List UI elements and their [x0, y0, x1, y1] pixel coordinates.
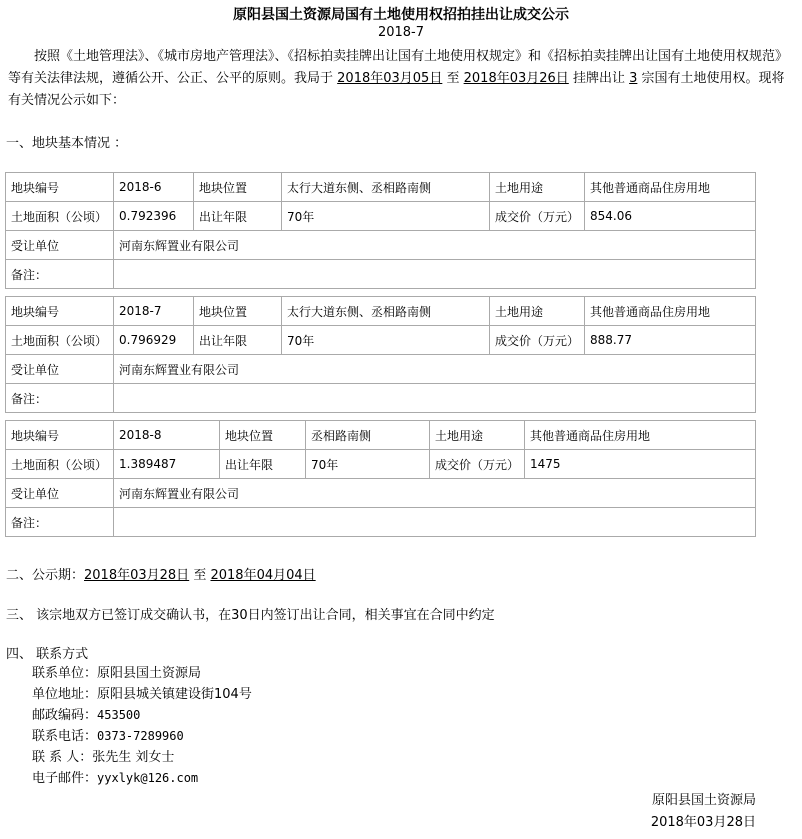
parcel-usage: 其他普通商品住房用地 — [585, 297, 756, 326]
label-area: 土地面积（公顷） — [6, 326, 114, 355]
intro-text-2: 挂牌出让 — [572, 71, 625, 86]
contact-address: 单位地址：原阳县城关镇建设街104号 — [32, 687, 252, 702]
table-row — [6, 326, 756, 355]
parcel-count: 3 — [629, 71, 638, 86]
email-address: yyxlyk@126.com — [97, 771, 199, 785]
publicity-end-date: 2018年04月04日 — [210, 568, 316, 583]
table-row — [6, 508, 756, 537]
parcel-grantee: 河南东辉置业有限公司 — [114, 479, 756, 508]
section-1-heading: 一、地块基本情况 ： — [6, 136, 128, 151]
label-term: 出让年限 — [194, 326, 282, 355]
table-row — [6, 202, 756, 231]
parcel-area: 0.792396 — [114, 202, 194, 231]
label-area: 土地面积（公顷） — [6, 450, 114, 479]
parcel-location: 丞相路南侧 — [306, 421, 430, 450]
parcel-area: 0.796929 — [114, 326, 194, 355]
label-usage: 土地用途 — [490, 297, 585, 326]
label-usage: 土地用途 — [490, 173, 585, 202]
label-grantee: 受让单位 — [6, 231, 114, 260]
label-location: 地块位置 — [194, 297, 282, 326]
parcel-usage: 其他普通商品住房用地 — [525, 421, 756, 450]
parcel-location: 太行大道东侧、丞相路南侧 — [282, 173, 490, 202]
label-location: 地块位置 — [194, 173, 282, 202]
section-2-label: 二、公示期： — [6, 568, 85, 583]
section-2-publicity-period — [6, 564, 316, 583]
label-parcel-no: 地块编号 — [6, 297, 114, 326]
label-term: 出让年限 — [194, 202, 282, 231]
table-row — [6, 231, 756, 260]
table-row — [6, 297, 756, 326]
contact-phone: 联系电话：0373-7289960 — [32, 729, 184, 744]
parcel-price: 854.06 — [585, 202, 756, 231]
contact-email: 电子邮件：yyxlyk@126.com — [32, 771, 199, 786]
parcel-no: 2018-6 — [114, 173, 194, 202]
signature-date: 2018年03月28日 — [650, 815, 756, 830]
parcel-term: 70年 — [282, 326, 490, 355]
parcel-price: 888.77 — [585, 326, 756, 355]
listing-end-date: 2018年03月26日 — [463, 71, 569, 86]
table-row — [6, 450, 756, 479]
label-usage: 土地用途 — [430, 421, 525, 450]
table-row — [6, 384, 756, 413]
label-remarks: 备注： — [6, 260, 114, 289]
document-number: 2018-7 — [377, 25, 425, 40]
parcel-term: 70年 — [306, 450, 430, 479]
parcel-remarks — [114, 260, 756, 289]
table-row — [6, 173, 756, 202]
label-grantee: 受让单位 — [6, 355, 114, 384]
signature-block — [651, 790, 756, 834]
label-price: 成交价（万元） — [430, 450, 525, 479]
parcel-remarks — [114, 508, 756, 537]
publicity-start-date: 2018年03月28日 — [84, 568, 190, 583]
label-price: 成交价（万元） — [490, 202, 585, 231]
parcel-table — [5, 420, 756, 537]
parcel-usage: 其他普通商品住房用地 — [585, 173, 756, 202]
label-location: 地块位置 — [220, 421, 306, 450]
table-row — [6, 479, 756, 508]
intro-paragraph — [0, 46, 802, 112]
section-3-text: 三、 该宗地双方已签订成交确认书，在30日内签订出让合同，相关事宜在合同中约定 — [6, 608, 495, 623]
intro-to: 至 — [446, 71, 460, 86]
label-grantee: 受让单位 — [6, 479, 114, 508]
table-row — [6, 355, 756, 384]
publicity-to: 至 — [193, 568, 207, 583]
contact-person: 联 系 人：张先生 刘女士 — [32, 750, 175, 765]
intro-text-3: 宗国有土地使用权。现将有关情况公示如下： — [8, 71, 785, 108]
label-term: 出让年限 — [220, 450, 306, 479]
contact-block — [32, 663, 252, 789]
label-remarks: 备注： — [6, 508, 114, 537]
label-parcel-no: 地块编号 — [6, 173, 114, 202]
label-area: 土地面积（公顷） — [6, 202, 114, 231]
parcel-grantee: 河南东辉置业有限公司 — [114, 355, 756, 384]
parcel-area: 1.389487 — [114, 450, 220, 479]
parcel-table — [5, 172, 756, 289]
label-parcel-no: 地块编号 — [6, 421, 114, 450]
table-row — [6, 260, 756, 289]
parcel-grantee: 河南东辉置业有限公司 — [114, 231, 756, 260]
listing-start-date: 2018年03月05日 — [337, 71, 443, 86]
section-4-heading: 四、 联系方式 — [6, 647, 89, 662]
table-row — [6, 421, 756, 450]
parcel-term: 70年 — [282, 202, 490, 231]
parcel-price: 1475 — [525, 450, 756, 479]
parcel-remarks — [114, 384, 756, 413]
intro-text-1: 按照《土地管理法》、《城市房地产管理法》、《招标拍卖挂牌出让国有土地使用权规定》和《招标拍卖挂牌出让国有土地使用权规范》等有关法律法规，遵循公开、公正、公平的原则。我局于 — [8, 49, 789, 86]
parcel-no: 2018-8 — [114, 421, 220, 450]
parcel-table — [5, 296, 756, 413]
parcel-no: 2018-7 — [114, 297, 194, 326]
page-title: 原阳县国土资源局国有土地使用权招拍挂出让成交公示 — [233, 7, 569, 23]
signature-org: 原阳县国土资源局 — [651, 793, 756, 808]
contact-unit: 联系单位：原阳县国土资源局 — [32, 666, 202, 681]
parcel-location: 太行大道东侧、丞相路南侧 — [282, 297, 490, 326]
label-remarks: 备注： — [6, 384, 114, 413]
contact-postcode: 邮政编码：453500 — [32, 708, 141, 723]
label-price: 成交价（万元） — [490, 326, 585, 355]
